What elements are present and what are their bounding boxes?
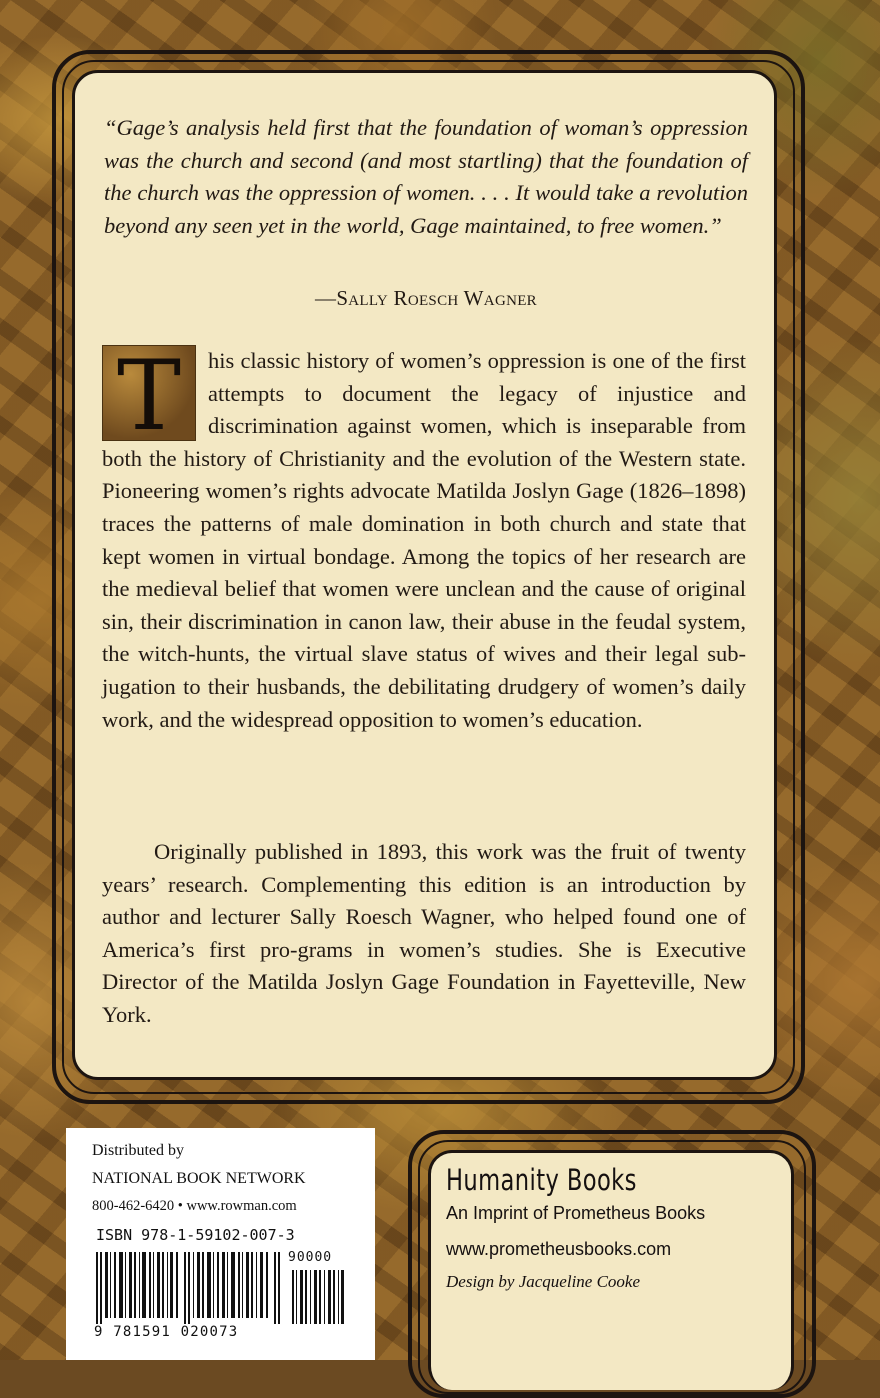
review-quote: “Gage’s analysis held first that the foundation of woman’s oppression was the church and second (and most startling) that the foundation of the church was the oppression of women. . . . It would take a revolution beyond any seen yet in the world, Gage maintained, to free women.” — [104, 115, 748, 238]
price-code: 90000 — [288, 1250, 333, 1265]
distributor-box — [66, 1128, 375, 1360]
publisher-name: Humanity Books — [446, 1163, 637, 1197]
isbn-number: ISBN 978-1-59102-007-3 — [96, 1226, 295, 1244]
publisher-url: www.prometheusbooks.com — [446, 1239, 672, 1259]
distributor-contact: 800-462-6420 • www.rowman.com — [92, 1198, 297, 1214]
publisher-imprint: An Imprint of Prometheus Books — [446, 1203, 706, 1223]
quote-attribution: —Sally Roesch Wagner — [315, 286, 537, 310]
description-paragraph-1 — [102, 340, 746, 736]
dropcap-ornament — [102, 340, 196, 452]
barcode-icon — [96, 1252, 282, 1324]
description-paragraph-1-text: his classic history of women’s oppression is one of the first attempts to document the legacy of injustice and discrimination against women, which is inseparable from both the history of Christianity and the evolution of the Western state. Pioneering women’s rights advocate Matilda Joslyn Gage (1826–1898) traces the patterns of male domination in both church and state that kept women in virtual bondage. Among the topics of her research are the medieval belief that women were unclean and the cause of original sin, their discrimination in canon law, their abuse in the feudal system, the witch-hunts, the virtual slave status of wives and their legal sub-jugation to their husbands, the debilitating drudgery of women’s daily work, and the widespread opposition to women’s education. — [102, 348, 746, 732]
design-credit: Design by Jacqueline Cooke — [446, 1272, 641, 1291]
price-barcode-icon — [292, 1270, 344, 1324]
description-paragraph-2: Originally published in 1893, this work was the fruit of twenty years’ research. Complementing this edition is an introduction by author and lecturer Sally Roesch Wagner, who helped found one of America’s first pro-grams in women’s studies. She is Executive Director of the Matilda Joslyn Gage Foundation in Fayetteville, New York. — [102, 839, 746, 1027]
barcode-digits: 9 781591 020073 — [94, 1324, 239, 1340]
distributor-name: NATIONAL BOOK NETWORK — [92, 1170, 306, 1187]
distributor-label: Distributed by — [92, 1142, 184, 1159]
dropcap-letter: T — [116, 340, 182, 452]
